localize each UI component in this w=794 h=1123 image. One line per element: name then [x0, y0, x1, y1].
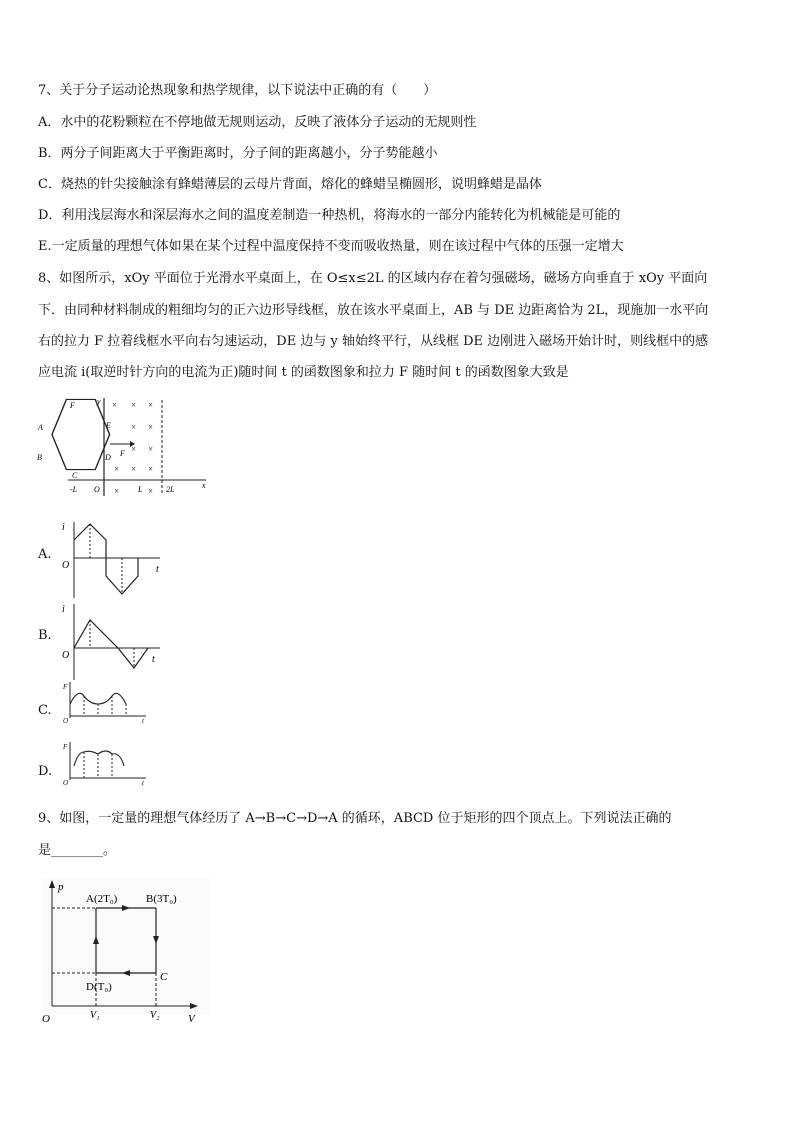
tick-neg-L: -L	[70, 485, 78, 494]
x-axis-label: x	[202, 481, 206, 490]
vertex-E: E	[106, 421, 111, 430]
vertex-D: D	[105, 453, 111, 462]
q8-option-b-graph	[60, 600, 170, 682]
field-cross: ×	[114, 486, 120, 496]
origin-label: O	[63, 717, 69, 725]
origin-label: O	[63, 779, 69, 786]
field-cross: ×	[131, 400, 137, 410]
V2-label: V₂	[150, 1010, 160, 1021]
tick-2L: 2L	[166, 485, 175, 494]
q8-stem-line2: 下．由同种材料制成的粗细均匀的正六边形导线框，放在该水平桌面上，AB 与 DE 边距离恰为 2L，现施加一水平向	[38, 303, 709, 318]
q7-stem: 7、关于分子运动论热现象和热学规律，以下说法中正确的有（ ）	[38, 83, 437, 98]
q8-option-d-graph	[60, 740, 160, 786]
tick-L: L	[138, 485, 143, 494]
x-label: t	[142, 779, 144, 786]
q8-option-a-label: A.	[38, 547, 52, 562]
field-cross: ×	[148, 422, 154, 432]
point-A-label: A(2T₀)	[86, 893, 118, 905]
vertex-A: A	[38, 423, 43, 432]
field-cross: ×	[114, 464, 120, 474]
V1-label: V₁	[90, 1010, 100, 1021]
field-cross: ×	[131, 464, 137, 474]
y-label: F	[63, 743, 68, 751]
q7-option-d: D．利用浅层海水和深层海水之间的温度差制造一种热机，将海水的一部分内能转化为机械能是可能的	[38, 208, 621, 223]
q8-option-c-graph	[60, 680, 160, 726]
q8-hexagon-figure	[34, 394, 214, 502]
q9-stem-line1: 9、如图，一定量的理想气体经历了 A→B→C→D→A 的循环，ABCD 位于矩形的四个顶点上。下列说法正确的	[38, 811, 672, 826]
field-cross: ×	[131, 444, 137, 454]
vertex-F: F	[70, 401, 75, 410]
q9-stem-line2: 是________。	[38, 843, 117, 858]
q8-option-c-label: C.	[38, 703, 52, 718]
point-C-label: C	[160, 971, 168, 983]
q8-stem-line1: 8、如图所示，xOy 平面位于光滑水平桌面上，在 O≤x≤2L 的区域内存在着匀强磁场，磁场方向垂直于 xOy 平面向	[38, 271, 708, 286]
x-label: t	[156, 564, 159, 575]
origin-label: O	[42, 1013, 50, 1025]
origin-label: O	[62, 650, 70, 661]
y-label: i	[62, 522, 65, 533]
point-B-label: B(3T₀)	[146, 893, 177, 905]
q9-pv-figure	[34, 876, 218, 1026]
q8-stem-line4: 应电流 i(取逆时针方向的电流为正)随时间 t 的函数图象和拉力 F 随时间 t 的函数图象大致是	[38, 365, 569, 380]
q7-option-e: E.一定质量的理想气体如果在某个过程中温度保持不变而吸收热量，则在该过程中气体的压强一定增大	[38, 239, 624, 254]
point-D-label: D(T₀)	[86, 981, 112, 993]
q8-option-d-label: D.	[38, 764, 53, 779]
y-axis-label: y	[97, 397, 101, 406]
y-label: F	[63, 683, 68, 691]
field-cross: ×	[148, 444, 154, 454]
V-axis-label: V	[188, 1013, 195, 1025]
field-cross: ×	[112, 400, 118, 410]
field-cross: ×	[148, 486, 154, 496]
q8-option-b-label: B.	[38, 628, 52, 643]
field-cross: ×	[148, 400, 154, 410]
q7-option-b: B．两分子间距离大于平衡距离时，分子间的距离越小，分子势能越小	[38, 146, 438, 161]
field-cross: ×	[131, 422, 137, 432]
field-cross: ×	[148, 464, 154, 474]
vertex-B: B	[37, 453, 42, 462]
force-label: F	[120, 449, 125, 458]
q7-option-c: C．烧热的针尖接触涂有蜂蜡薄层的云母片背面，熔化的蜂蜡呈椭圆形，说明蜂蜡是晶体	[38, 177, 542, 192]
q8-option-a-graph	[60, 518, 170, 600]
origin-label: O	[94, 485, 100, 494]
q7-option-a: A．水中的花粉颗粒在不停地做无规则运动，反映了液体分子运动的无规则性	[38, 115, 477, 130]
p-axis-label: p	[58, 881, 64, 893]
y-label: i	[62, 604, 65, 615]
q8-stem-line3: 右的拉力 F 拉着线框水平向右匀速运动，DE 边与 y 轴始终平行，从线框 DE 边刚进入磁场开始计时，则线框中的感	[38, 334, 709, 349]
vertex-C: C	[72, 471, 78, 480]
x-label: t	[152, 654, 155, 665]
origin-label: O	[62, 560, 70, 571]
x-label: t	[142, 717, 144, 725]
